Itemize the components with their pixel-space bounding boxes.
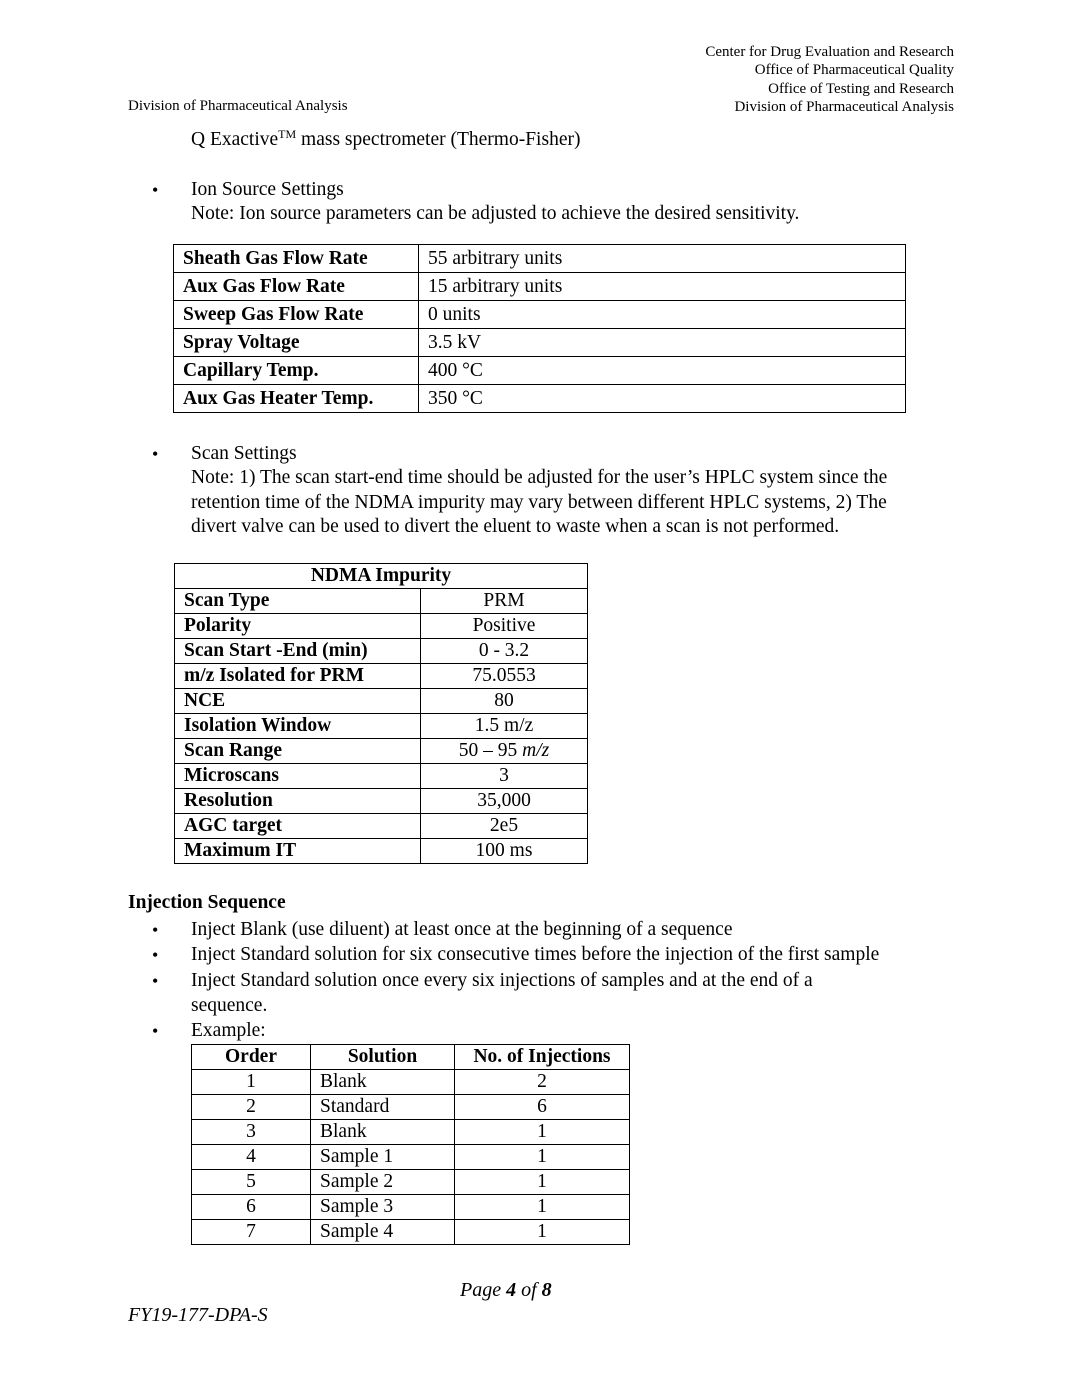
table-row <box>175 639 588 664</box>
param-value: 3 <box>421 764 588 789</box>
solution-cell: Blank <box>311 1120 455 1145</box>
param-value: 0 - 3.2 <box>421 639 588 664</box>
param-label: Microscans <box>175 764 421 789</box>
instrument-name: Q Exactive <box>191 129 279 150</box>
trademark: TM <box>278 127 297 141</box>
table-row <box>192 1120 630 1145</box>
instrument-rest: mass spectrometer (Thermo-Fisher) <box>296 129 581 150</box>
injections-cell: 2 <box>455 1070 630 1095</box>
table-title: NDMA Impurity <box>175 564 588 589</box>
injections-cell: 1 <box>455 1220 630 1245</box>
injections-cell: 1 <box>455 1195 630 1220</box>
param-label: Capillary Temp. <box>174 357 419 385</box>
injection-bullet-cont: sequence. <box>191 995 268 1016</box>
solution-cell: Sample 3 <box>311 1195 455 1220</box>
column-header: Order <box>192 1045 311 1070</box>
page-of: of <box>516 1279 542 1301</box>
table-row <box>192 1145 630 1170</box>
param-value: 2e5 <box>421 814 588 839</box>
table-row <box>174 245 906 273</box>
param-label: Scan Range <box>175 739 421 764</box>
scan-note-line: retention time of the NDMA impurity may vary between different HPLC systems, 2) The <box>191 492 887 513</box>
header-line: Center for Drug Evaluation and Research <box>705 44 954 60</box>
param-value: 3.5 kV <box>419 329 906 357</box>
table-row <box>175 764 588 789</box>
param-value: 80 <box>421 689 588 714</box>
table-row <box>192 1170 630 1195</box>
order-cell: 3 <box>192 1120 311 1145</box>
bullet-icon: • <box>152 945 159 965</box>
injection-bullet: Inject Standard solution for six consecutive times before the injection of the first sample <box>191 944 880 965</box>
ion-source-table <box>173 244 906 413</box>
table-row <box>175 739 588 764</box>
param-value: 35,000 <box>421 789 588 814</box>
bullet-icon: • <box>152 180 159 200</box>
order-cell: 5 <box>192 1170 311 1195</box>
header-line: Office of Testing and Research <box>768 80 954 97</box>
injection-bullet: Inject Blank (use diluent) at least once at the beginning of a sequence <box>191 919 733 940</box>
table-row <box>175 839 588 864</box>
table-row <box>175 589 588 614</box>
header-line: Division of Pharmaceutical Analysis <box>734 98 954 115</box>
ion-source-title: Ion Source Settings <box>191 179 344 200</box>
param-label: Scan Start -End (min) <box>175 639 421 664</box>
scan-settings-table <box>174 563 588 864</box>
injections-cell: 1 <box>455 1170 630 1195</box>
scan-title: Scan Settings <box>191 443 297 464</box>
instrument-line <box>191 128 580 153</box>
param-label: Sheath Gas Flow Rate <box>174 245 419 273</box>
param-label: Resolution <box>175 789 421 814</box>
param-label: NCE <box>175 689 421 714</box>
section-heading: Injection Sequence <box>128 892 286 913</box>
param-label: Sweep Gas Flow Rate <box>174 301 419 329</box>
param-value: 400 °C <box>419 357 906 385</box>
column-header: No. of Injections <box>455 1045 630 1070</box>
order-cell: 2 <box>192 1095 311 1120</box>
param-label: Polarity <box>175 614 421 639</box>
param-label: Aux Gas Flow Rate <box>174 273 419 301</box>
param-label: AGC target <box>175 814 421 839</box>
param-label: Maximum IT <box>175 839 421 864</box>
param-value: 15 arbitrary units <box>419 273 906 301</box>
param-value: 55 arbitrary units <box>419 245 906 273</box>
solution-cell: Sample 4 <box>311 1220 455 1245</box>
table-row <box>175 664 588 689</box>
table-row <box>174 385 906 413</box>
page-total: 8 <box>541 1279 552 1301</box>
solution-cell: Blank <box>311 1070 455 1095</box>
scan-note-line: divert valve can be used to divert the eluent to waste when a scan is not performed. <box>191 516 840 537</box>
table-row <box>174 357 906 385</box>
bullet-icon: • <box>152 444 159 464</box>
table-row <box>175 789 588 814</box>
injection-table <box>191 1044 630 1245</box>
order-cell: 6 <box>192 1195 311 1220</box>
header-right-block <box>705 43 954 116</box>
table-row <box>174 329 906 357</box>
table-row <box>175 564 588 589</box>
page-current: 4 <box>506 1279 517 1301</box>
injections-cell: 6 <box>455 1095 630 1120</box>
table-row <box>192 1220 630 1245</box>
table-row <box>192 1095 630 1120</box>
injection-bullet: Inject Standard solution once every six injections of samples and at the end of a <box>191 970 813 991</box>
param-value <box>421 739 588 764</box>
param-value: 1.5 m/z <box>421 714 588 739</box>
page-prefix: Page <box>460 1279 507 1301</box>
table-row <box>192 1195 630 1220</box>
table-header-row <box>192 1045 630 1070</box>
param-value: 100 ms <box>421 839 588 864</box>
param-label: m/z Isolated for PRM <box>175 664 421 689</box>
table-row <box>192 1070 630 1095</box>
injections-cell: 1 <box>455 1145 630 1170</box>
bullet-icon: • <box>152 1021 159 1041</box>
solution-cell: Standard <box>311 1095 455 1120</box>
table-row <box>175 689 588 714</box>
header-left: Division of Pharmaceutical Analysis <box>128 98 348 114</box>
table-row <box>174 273 906 301</box>
order-cell: 7 <box>192 1220 311 1245</box>
scan-note-line: Note: 1) The scan start-end time should be adjusted for the user’s HPLC system since the <box>191 467 888 488</box>
document-id: FY19-177-DPA-S <box>128 1304 268 1326</box>
bullet-icon: • <box>152 971 159 991</box>
table-row <box>174 301 906 329</box>
param-label: Aux Gas Heater Temp. <box>174 385 419 413</box>
table-row <box>175 614 588 639</box>
order-cell: 1 <box>192 1070 311 1095</box>
solution-cell: Sample 2 <box>311 1170 455 1195</box>
scan-range-value: 50 – 95 <box>458 740 523 761</box>
param-value: PRM <box>421 589 588 614</box>
header-line: Office of Pharmaceutical Quality <box>754 62 954 79</box>
param-value: 350 °C <box>419 385 906 413</box>
table-row <box>175 714 588 739</box>
order-cell: 4 <box>192 1145 311 1170</box>
param-label: Isolation Window <box>175 714 421 739</box>
param-value: Positive <box>421 614 588 639</box>
solution-cell: Sample 1 <box>311 1145 455 1170</box>
param-value: 75.0553 <box>421 664 588 689</box>
table-row <box>175 814 588 839</box>
param-label: Scan Type <box>175 589 421 614</box>
scan-range-unit: m/z <box>522 740 550 761</box>
column-header: Solution <box>311 1045 455 1070</box>
ion-source-note: Note: Ion source parameters can be adjusted to achieve the desired sensitivity. <box>191 203 800 224</box>
page-number <box>460 1279 552 1302</box>
injections-cell: 1 <box>455 1120 630 1145</box>
param-value: 0 units <box>419 301 906 329</box>
param-label: Spray Voltage <box>174 329 419 357</box>
injection-bullet: Example: <box>191 1020 266 1041</box>
bullet-icon: • <box>152 920 159 940</box>
